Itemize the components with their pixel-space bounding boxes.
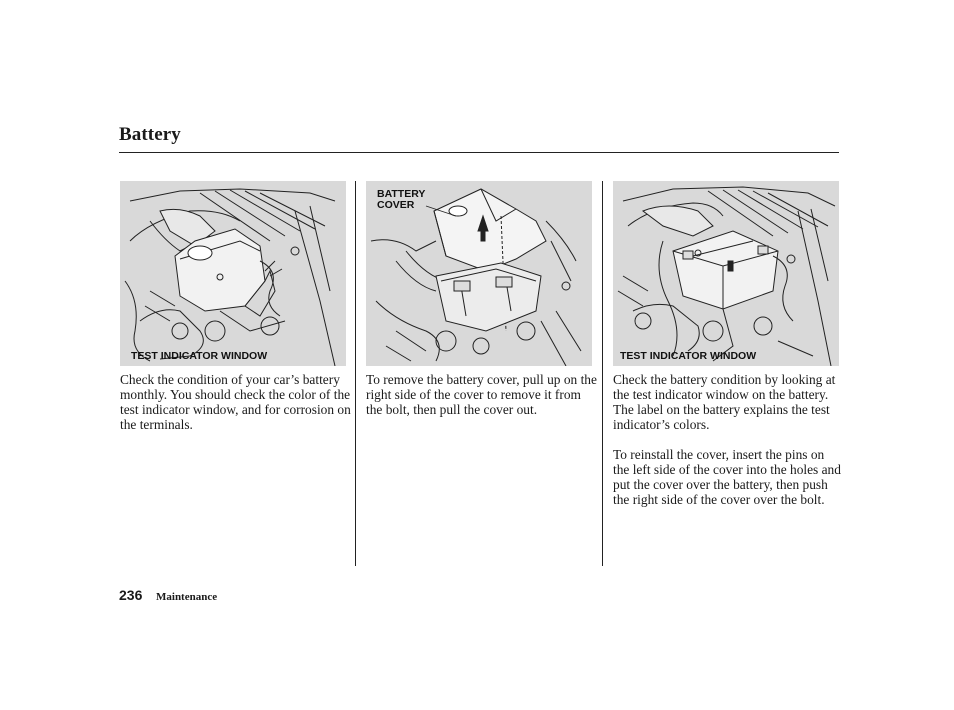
figure-caption: TEST INDICATOR WINDOW [131,350,268,362]
column-3-text [613,372,841,507]
paragraph: To remove the battery cover, pull up on the right side of the cover to remove it from the bolt, then pull the cover out. [366,372,597,417]
paragraph: Check the battery condition by looking at the test indicator window on the battery. [613,372,836,402]
column-divider [355,181,356,566]
column-divider [602,181,603,566]
battery-cover-label [377,189,425,211]
column-2-text [366,372,598,417]
column-1-text [120,372,352,432]
paragraph: Check the condition of your car’s battery monthly. You should check the color of the test indicator window, and for corrosion on the terminals. [120,372,351,432]
page-number: 236 [119,587,143,603]
battery-cover-label-line1: BATTERY [377,188,426,200]
title-rule [119,152,839,153]
page-title: Battery [119,124,181,145]
paragraph: The label on the battery explains the test indicator’s colors. [613,402,830,432]
battery-cover-label-line2: COVER [377,199,415,211]
battery-illustration-uncovered [613,181,839,366]
battery-illustration-covered [120,181,346,366]
paragraph: To reinstall the cover, insert the pins on the left side of the cover into the holes and put the cover over the battery, then push the right side of the cover over the bolt. [613,447,841,507]
battery-cover-illustration [366,181,592,366]
section-name: Maintenance [156,591,218,603]
figure-caption: TEST INDICATOR WINDOW [620,350,757,362]
